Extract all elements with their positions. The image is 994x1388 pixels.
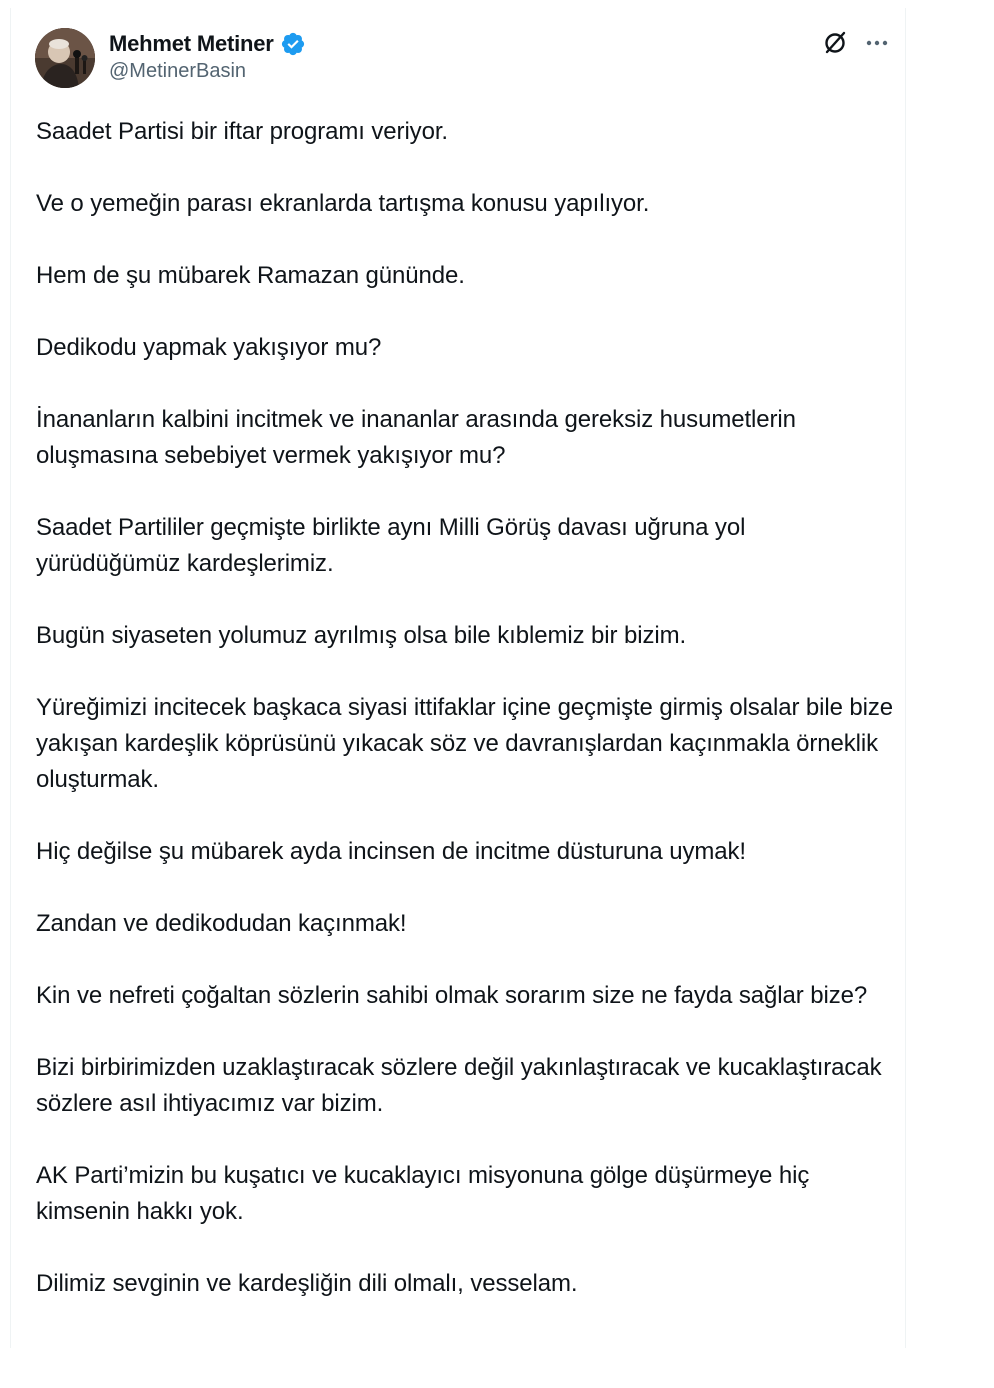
tweet-paragraph: Bugün siyaseten yolumuz ayrılmış olsa bile kıblemiz bir bizim. xyxy=(36,622,687,649)
tweet-paragraph: İnananların kalbini incitmek ve inananlar arasında gereksiz husumetlerin oluşmasına sebebiyet vermek yakışıyor mu? xyxy=(36,406,796,469)
tweet-paragraph: AK Parti’mizin bu kuşatıcı ve kucaklayıcı misyonuna gölge düşürmeye hiç kimsenin hakkı yok. xyxy=(36,1162,810,1225)
verified-badge-icon xyxy=(280,31,306,57)
tweet-actions xyxy=(821,28,891,58)
author-name-row xyxy=(109,30,306,58)
tweet-paragraph: Yüreğimizi incitecek başkaca siyasi ittifaklar içine geçmişte girmiş olsalar bile bize yakışan kardeşlik köprüsünü yıkacak söz ve davranışlardan kaçınmakla örneklik oluşturmak. xyxy=(36,694,894,793)
grok-slash-circle-icon xyxy=(822,30,848,56)
tweet-paragraph: Saadet Partililer geçmişte birlikte aynı Milli Görüş davası uğruna yol yürüdüğümüz kardeşlerimiz. xyxy=(36,514,746,577)
tweet-paragraph: Bizi birbirimizden uzaklaştıracak sözlere değil yakınlaştıracak ve kucaklaştıracak sözlere asıl ihtiyacımız var bizim. xyxy=(36,1054,882,1117)
tweet-paragraph: Dilimiz sevginin ve kardeşliğin dili olmalı, vesselam. xyxy=(36,1270,578,1297)
more-dots-icon xyxy=(864,30,890,56)
tweet-text xyxy=(36,114,896,1302)
tweet-card xyxy=(10,8,906,1348)
avatar-photo-icon xyxy=(35,28,95,88)
tweet-paragraph: Ve o yemeğin parası ekranlarda tartışma konusu yapılıyor. xyxy=(36,190,650,217)
tweet-paragraph: Saadet Partisi bir iftar programı veriyor. xyxy=(36,118,448,145)
author-display-name[interactable]: Mehmet Metiner xyxy=(109,31,274,56)
tweet-paragraph: Zandan ve dedikodudan kaçınmak! xyxy=(36,910,407,937)
tweet-header xyxy=(35,28,891,92)
avatar[interactable] xyxy=(35,28,95,88)
tweet-paragraph: Hiç değilse şu mübarek ayda incinsen de incitme düsturuna uymak! xyxy=(36,838,746,865)
tweet-paragraph: Hem de şu mübarek Ramazan gününde. xyxy=(36,262,465,289)
grok-button[interactable] xyxy=(821,29,849,57)
more-options-button[interactable] xyxy=(863,29,891,57)
author-handle[interactable]: @MetinerBasin xyxy=(109,60,247,82)
author-info xyxy=(109,30,306,83)
tweet-paragraph: Kin ve nefreti çoğaltan sözlerin sahibi olmak sorarım size ne fayda sağlar bize? xyxy=(36,982,868,1009)
tweet-paragraph: Dedikodu yapmak yakışıyor mu? xyxy=(36,334,382,361)
